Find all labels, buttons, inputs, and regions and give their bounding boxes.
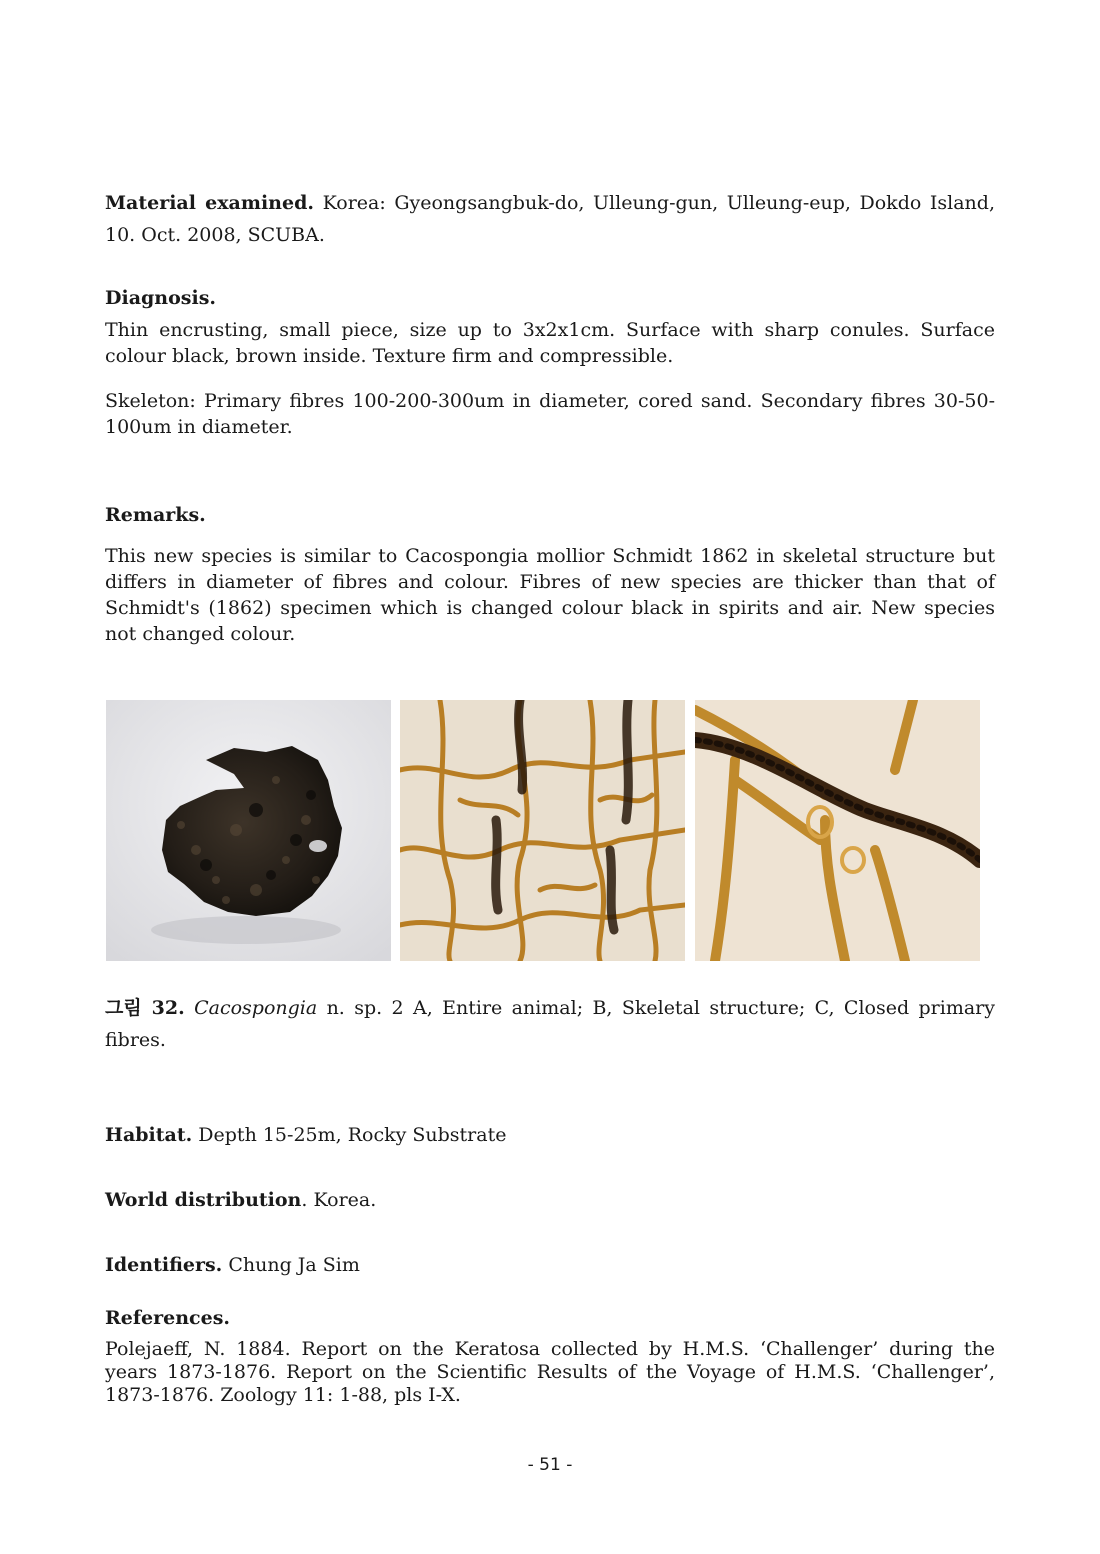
photo-closed-primary-fibres: [695, 700, 980, 961]
references-heading: References.: [105, 1307, 231, 1329]
identifiers-label: Identifiers.: [105, 1254, 223, 1276]
material-examined-paragraph: [105, 187, 995, 251]
material-examined-text: Korea: Gyeongsangbuk-do, Ulleung-gun, Ulleung-eup, Dokdo Island, 10. Oct. 2008, SCUBA.: [105, 192, 995, 246]
figure-caption-text: n. sp. 2 A, Entire animal; B, Skeletal structure; C, Closed primary fibres.: [105, 997, 995, 1051]
references-paragraph: Polejaeff, N. 1884. Report on the Keratosa collected by H.M.S. ‘Challenger’ during the years 1873-1876. Report on the Scientific Results of the Voyage of H.M.S. ‘Challenger’, 1873-1876. Zoology 11: 1-88, pls I-X.: [105, 1338, 995, 1406]
remarks-paragraph: This new species is similar to Cacospongia mollior Schmidt 1862 in skeletal structure but differs in diameter of fibres and colour. Fibres of new species are thicker than that of Schmidt's (1862) specimen which is changed colour black in spirits and air. New species not changed colour.: [105, 545, 995, 645]
material-examined-label: Material examined.: [105, 192, 314, 214]
distribution-label: World distribution: [105, 1189, 302, 1211]
diagnosis-heading: Diagnosis.: [105, 287, 217, 309]
habitat-label: Habitat.: [105, 1124, 193, 1146]
habitat-text: Depth 15-25m, Rocky Substrate: [192, 1124, 507, 1146]
figure-label: 그림 32.: [105, 997, 185, 1019]
distribution-paragraph: [105, 1187, 995, 1213]
diagnosis-paragraph: Thin encrusting, small piece, size up to 3x2x1cm. Surface with sharp conules. Surface colour black, brown inside. Texture firm and compressible.: [105, 319, 995, 367]
habitat-paragraph: [105, 1122, 995, 1148]
identifiers-paragraph: [105, 1252, 995, 1278]
figure-genus: Cacospongia: [194, 997, 318, 1019]
distribution-text: . Korea.: [301, 1189, 377, 1211]
photo-entire-animal: [106, 700, 391, 961]
identifiers-text: Chung Ja Sim: [222, 1254, 360, 1276]
page-number: - 51 -: [527, 1455, 573, 1475]
remarks-heading: Remarks.: [105, 504, 206, 526]
photo-skeletal-structure: [400, 700, 685, 961]
skeleton-paragraph: Skeleton: Primary fibres 100-200-300um in diameter, cored sand. Secondary fibres 30-50-100um in diameter.: [105, 390, 995, 438]
figure-caption: [105, 992, 995, 1056]
figure-photos: [106, 700, 981, 962]
